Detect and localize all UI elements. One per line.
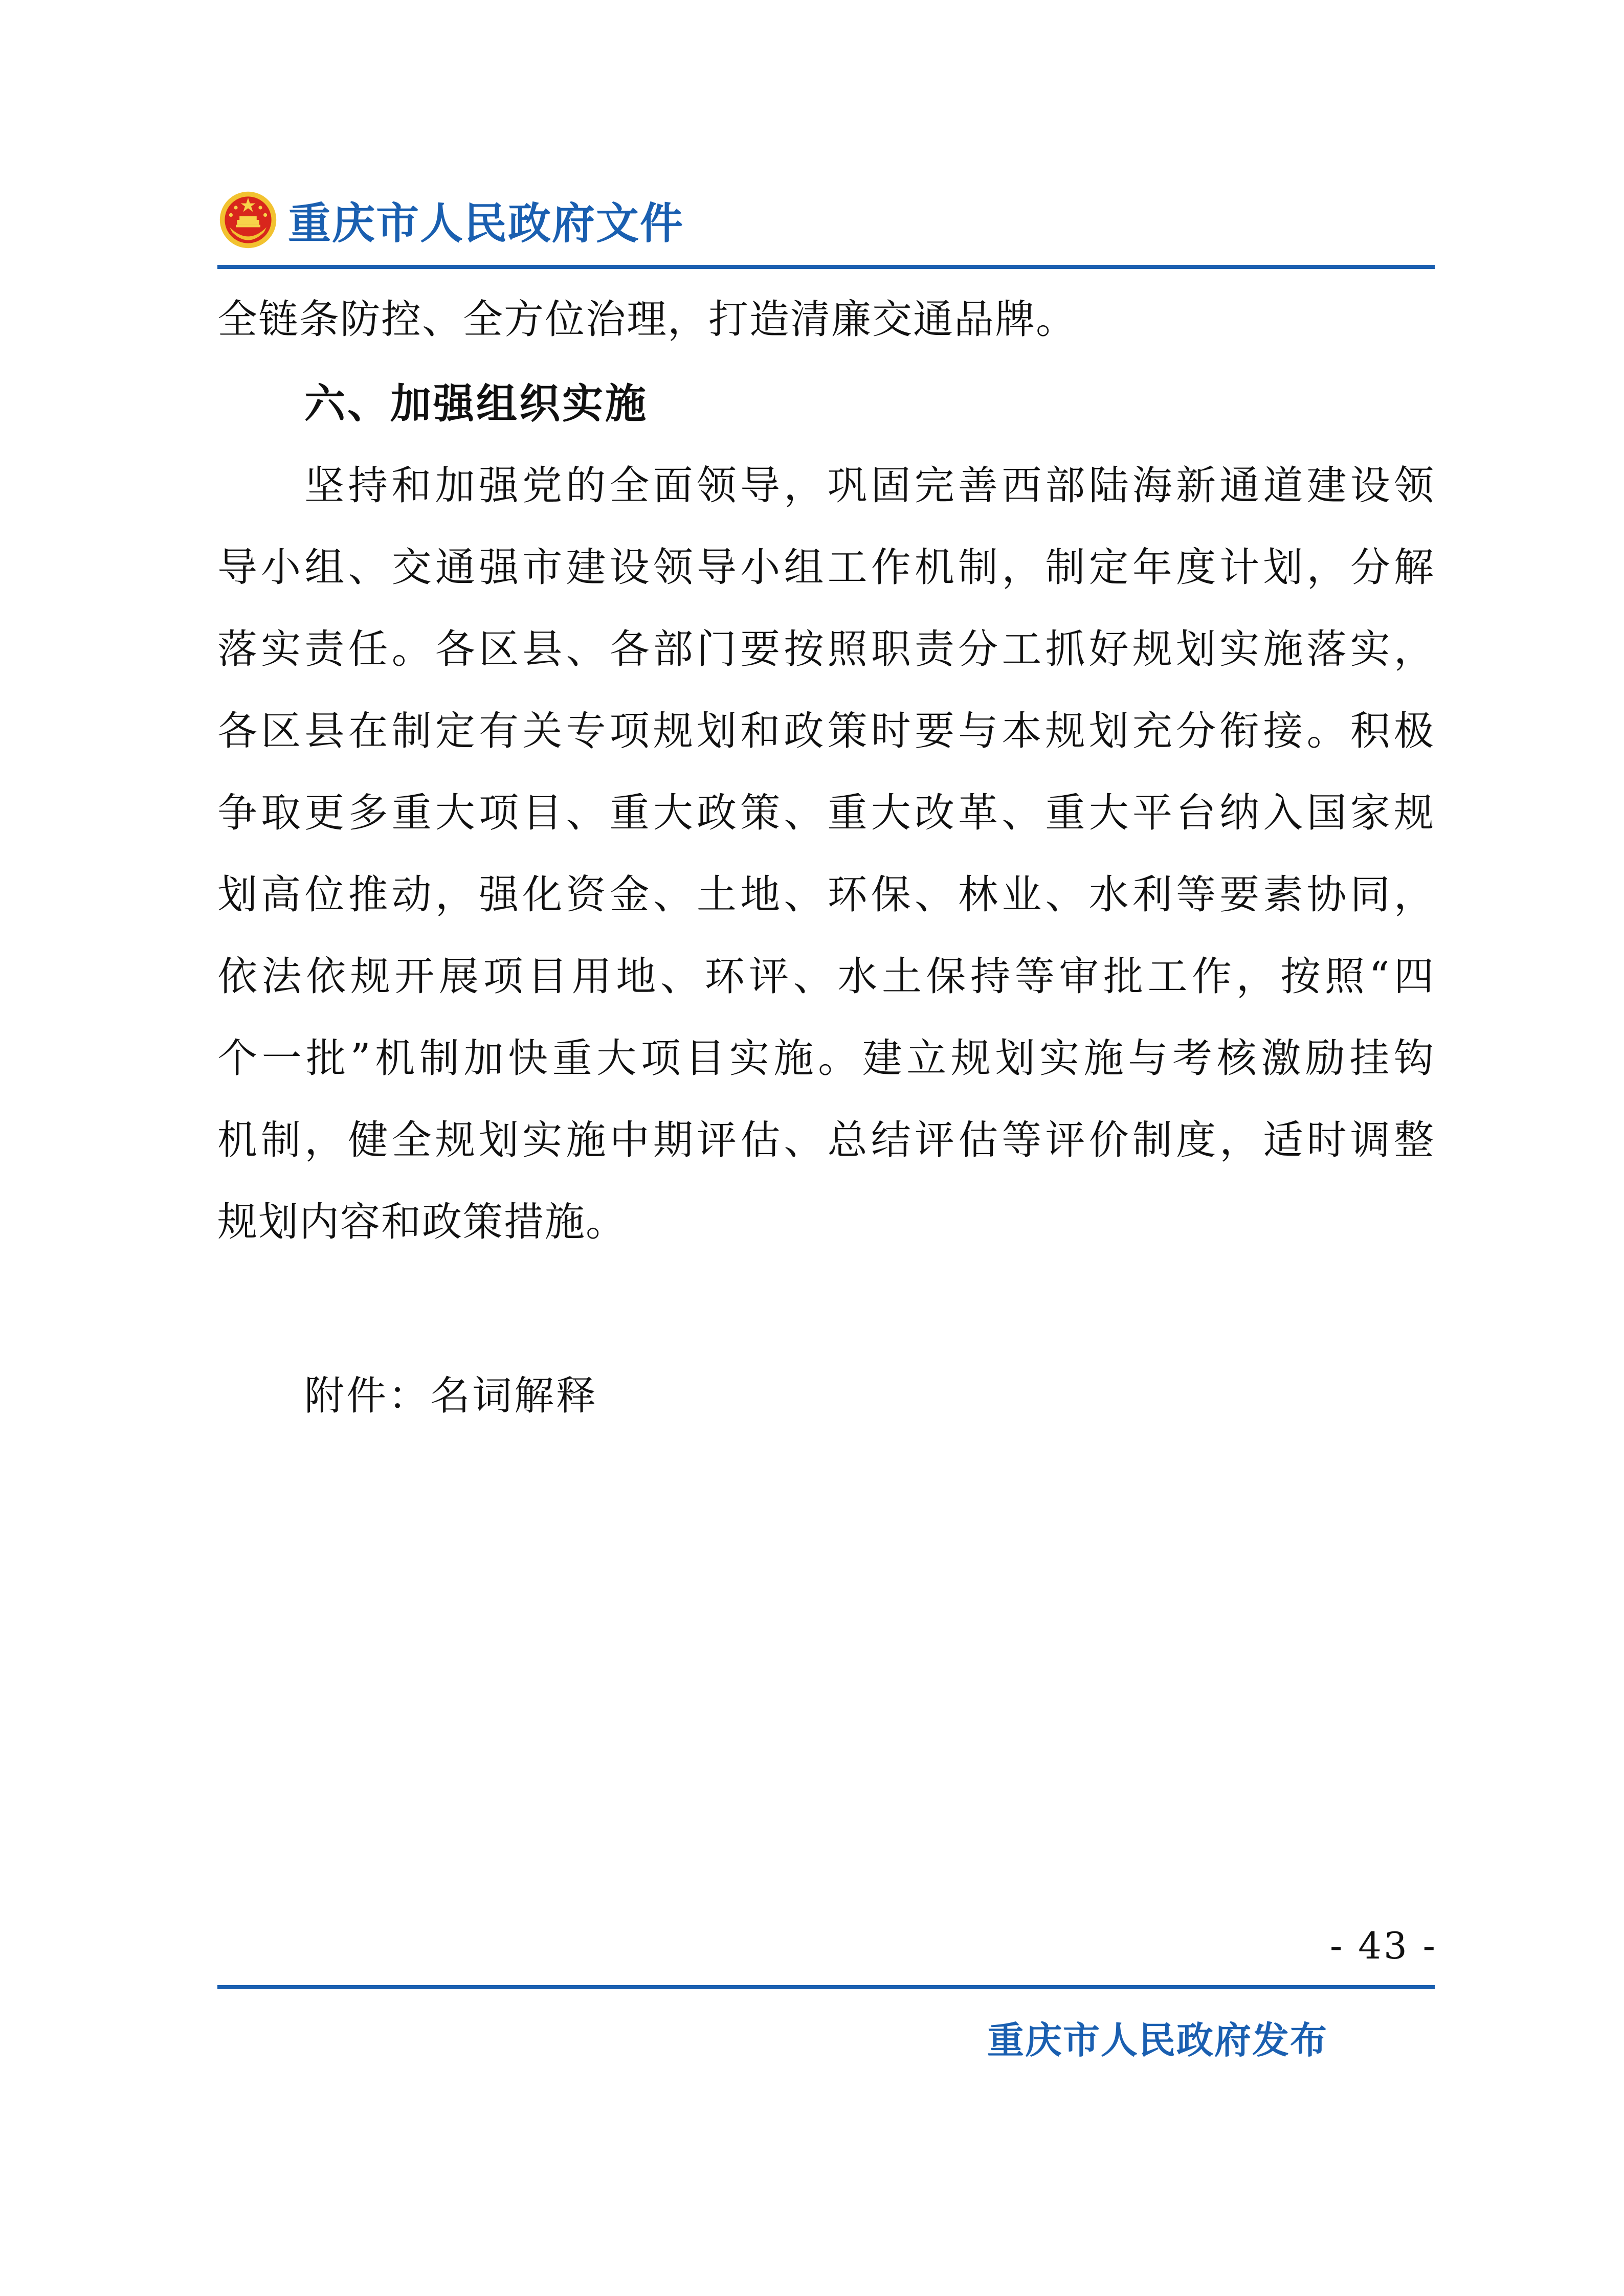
paragraph-line: 个一批”机制加快重大项目实施。建立规划实施与考核激励挂钩 (217, 1036, 1435, 1082)
paragraph-line: 规划内容和政策措施。 (217, 1199, 627, 1245)
section-heading: 六、加强组织实施 (304, 380, 648, 427)
header-divider (217, 265, 1435, 269)
paragraph-line: 导小组、交通强市建设领导小组工作机制，制定年度计划，分解 (217, 545, 1435, 591)
footer-divider (217, 1985, 1435, 1989)
document-header (217, 182, 684, 258)
paragraph-line: 各区县在制定有关专项规划和政策时要与本规划充分衔接。积极 (217, 708, 1435, 754)
attachment-label: 附件：名词解释 (304, 1373, 598, 1419)
continuation-text: 全链条防控、全方位治理，打造清廉交通品牌。 (217, 297, 1077, 343)
page-number: - 43 - (1329, 1924, 1437, 1967)
footer-publisher: 重庆市人民政府发布 (987, 2019, 1328, 2062)
paragraph-line: 机制，健全规划实施中期评估、总结评估等评价制度，适时调整 (217, 1117, 1435, 1163)
paragraph-line: 划高位推动，强化资金、土地、环保、林业、水利等要素协同， (217, 872, 1435, 918)
paragraph-line: 落实责任。各区县、各部门要按照职责分工抓好规划实施落实， (217, 626, 1435, 672)
body-paragraph (217, 445, 1435, 1263)
header-title: 重庆市人民政府文件 (288, 198, 684, 249)
national-emblem-icon (217, 189, 279, 251)
paragraph-line: 坚持和加强党的全面领导，巩固完善西部陆海新通道建设领 (304, 463, 1435, 509)
paragraph-line: 争取更多重大项目、重大政策、重大改革、重大平台纳入国家规 (217, 790, 1435, 836)
paragraph-line: 依法依规开展项目用地、环评、水土保持等审批工作，按照“四 (217, 954, 1435, 1000)
